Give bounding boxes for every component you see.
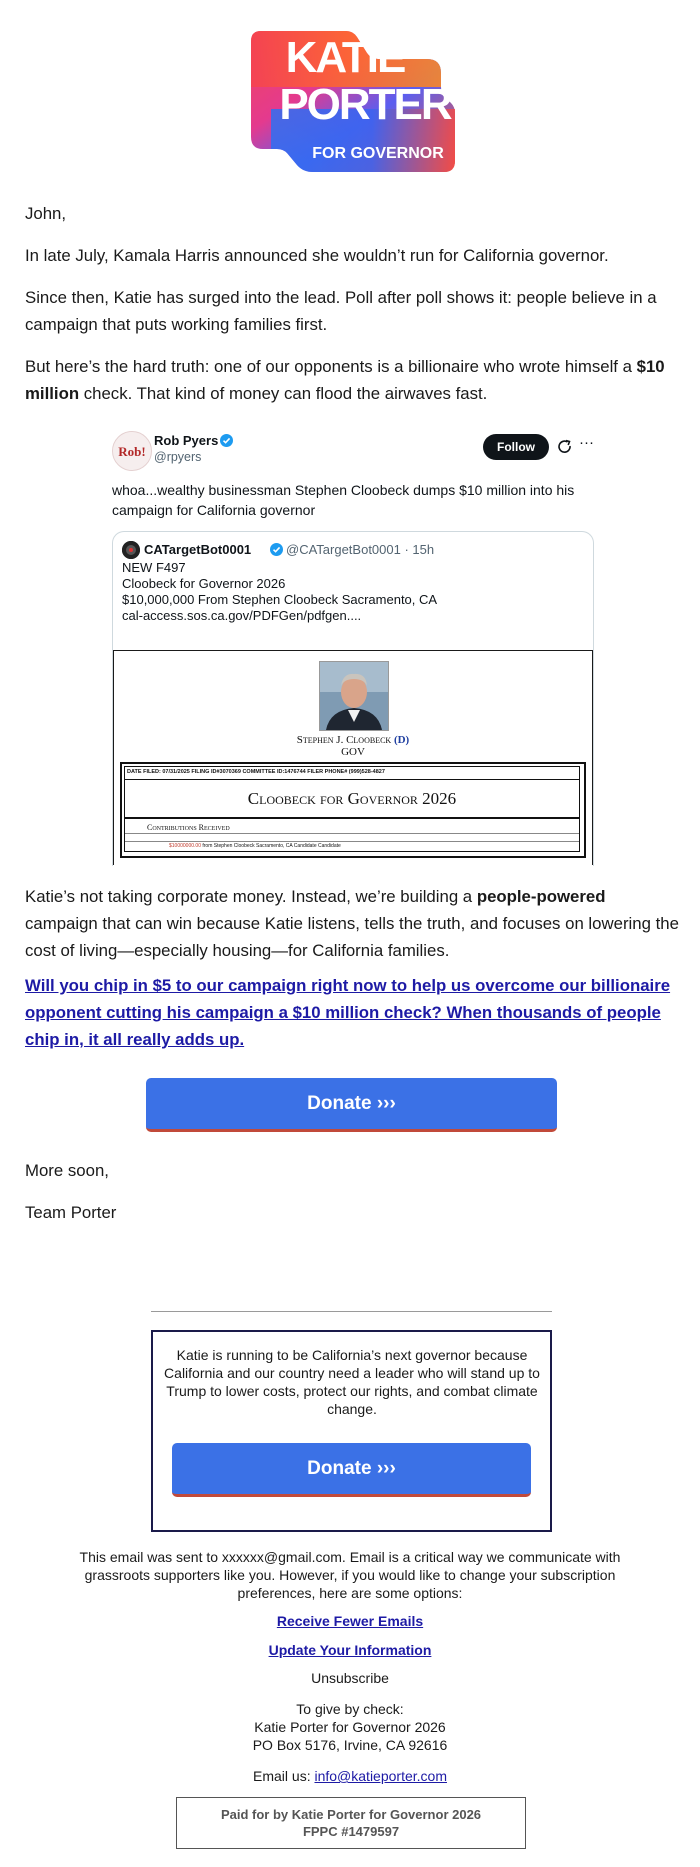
paid-for-text: Paid for by Katie Porter for Governor 2026 bbox=[220, 1807, 482, 1822]
quoted-line-3: $10,000,000 From Stephen Cloobeck Sacramento, CA bbox=[122, 592, 438, 607]
form-amount-row bbox=[169, 843, 341, 849]
check-name: Katie Porter for Governor 2026 bbox=[254, 1719, 446, 1735]
unsubscribe-link[interactable]: Unsubscribe bbox=[311, 1670, 389, 1686]
donate-button[interactable]: Donate ››› bbox=[146, 1078, 557, 1132]
paragraph-2: Since then, Katie has surged into the lead. Poll after poll shows it: people believe in a campaign that puts working families first. bbox=[25, 288, 657, 334]
paragraph-3-rest: check. That kind of money can flood the airwaves fast. bbox=[79, 384, 488, 403]
quoted-tweet[interactable] bbox=[112, 531, 594, 866]
paragraph-4-bold: people-powered bbox=[476, 887, 606, 906]
quoted-avatar-graphic bbox=[122, 541, 140, 559]
greeting: John, bbox=[25, 204, 67, 223]
form-amount-text: from Stephen Cloobeck Sacramento, CA Candidate Candidate bbox=[200, 843, 341, 849]
email-link[interactable]: info@katieporter.com bbox=[314, 1768, 447, 1784]
form-amount: $10000000.00 bbox=[169, 843, 201, 849]
form-inner-box bbox=[124, 766, 580, 852]
more-options-icon[interactable]: ··· bbox=[579, 434, 594, 451]
tweet-avatar[interactable] bbox=[112, 431, 152, 471]
form-divider bbox=[125, 817, 579, 819]
email-contact bbox=[65, 1767, 635, 1785]
form-section-label: Contributions Received bbox=[147, 823, 230, 832]
quoted-link[interactable]: cal-access.sos.ca.gov/PDFGen/pdfgen.... bbox=[122, 608, 362, 623]
avatar-graphic bbox=[113, 432, 151, 470]
tweet-author-name[interactable]: Rob Pyers bbox=[154, 433, 219, 448]
quoted-author-handle: @CATargetBot0001 · 15h bbox=[286, 542, 435, 557]
form-title: Cloobeck for Governor 2026 bbox=[247, 789, 457, 808]
quoted-line-1: NEW F497 bbox=[122, 560, 186, 575]
paragraph-4-rest: campaign that can win because Katie listens, tells the truth, and focuses on lowering the cost of living—especially housing—for California families. bbox=[25, 914, 679, 960]
email-label: Email us: bbox=[253, 1768, 315, 1784]
candidate-name: Stephen J. Cloobeck bbox=[296, 734, 392, 746]
signoff: More soon, bbox=[25, 1161, 109, 1180]
quoted-verified-badge-icon bbox=[270, 543, 283, 556]
check-intro: To give by check: bbox=[296, 1701, 404, 1717]
form-divider bbox=[125, 841, 579, 842]
form-header: DATE FILED: 07/31/2025 FILING ID#3070369 COMMITTEE ID:1476744 FILER PHONE# (999)528-4827 bbox=[127, 769, 385, 775]
paragraph-4 bbox=[25, 883, 680, 964]
paragraph-3-text: But here’s the hard truth: one of our opponents is a billionaire who wrote himself a bbox=[25, 357, 637, 376]
logo-line-3: FOR GOVERNOR bbox=[312, 145, 444, 162]
form-box bbox=[120, 762, 586, 858]
logo-line-1: KATIE bbox=[285, 33, 405, 82]
candidate-office: GOV bbox=[341, 746, 365, 758]
candidate-photo bbox=[319, 661, 389, 731]
refresh-icon[interactable] bbox=[556, 438, 574, 456]
signature: Team Porter bbox=[25, 1203, 117, 1222]
logo-line-2: PORTER bbox=[279, 80, 451, 129]
tweet-text: whoa...wealthy businessman Stephen Cloobeck dumps $10 million into his campaign for California governor bbox=[112, 482, 575, 518]
fewer-emails-row bbox=[65, 1612, 635, 1630]
embedded-tweet[interactable] bbox=[105, 425, 599, 865]
candidate-photo-graphic bbox=[320, 662, 388, 730]
fewer-emails-link[interactable]: Receive Fewer Emails bbox=[276, 1613, 424, 1629]
footer-divider bbox=[151, 1311, 552, 1312]
paragraph-1: In late July, Kamala Harris announced she wouldn’t run for California governor. bbox=[25, 246, 609, 265]
verified-badge-icon bbox=[220, 434, 233, 447]
quoted-author-name: CATargetBot0001 bbox=[144, 542, 252, 557]
update-info-row bbox=[65, 1641, 635, 1659]
sent-notice: This email was sent to xxxxxx@gmail.com. Email is a critical way we communicate with grassroots supporters like you. However, if you would like to change your subscription preferences, here are some options: bbox=[79, 1549, 621, 1601]
paid-for-disclaimer bbox=[176, 1797, 526, 1849]
quoted-line-2: Cloobeck for Governor 2026 bbox=[122, 576, 286, 591]
fppc-number: FPPC #1479597 bbox=[302, 1824, 400, 1839]
filing-document-image bbox=[113, 650, 593, 866]
footer-donate-button[interactable]: Donate ››› bbox=[172, 1443, 531, 1497]
quoted-avatar bbox=[122, 541, 140, 559]
follow-button[interactable]: Follow bbox=[483, 434, 549, 460]
mission-text: Katie is running to be California’s next governor because California and our country need a leader who will stand up to Trump to lower costs, protect our rights, and combat climate change. bbox=[164, 1347, 540, 1417]
update-info-link[interactable]: Update Your Information bbox=[268, 1642, 432, 1658]
campaign-logo bbox=[251, 31, 455, 172]
form-divider bbox=[125, 833, 579, 834]
avatar-text: Rob! bbox=[118, 444, 146, 459]
paragraph-3 bbox=[25, 353, 680, 407]
candidate-name-line bbox=[113, 734, 593, 746]
paragraph-3-bold: $10 million bbox=[25, 357, 665, 403]
tweet-author-handle[interactable]: @rpyers bbox=[154, 450, 202, 464]
check-address: PO Box 5176, Irvine, CA 92616 bbox=[252, 1737, 448, 1753]
form-divider bbox=[125, 779, 579, 780]
candidate-party: (D) bbox=[393, 734, 410, 746]
donate-appeal-link[interactable]: Will you chip in $5 to our campaign right now to help us overcome our billionaire opponent cutting his campaign a $10 million check? When thousands of people chip in, it all really adds up. bbox=[25, 976, 671, 1049]
paragraph-4-text: Katie’s not taking corporate money. Instead, we’re building a bbox=[25, 887, 477, 906]
